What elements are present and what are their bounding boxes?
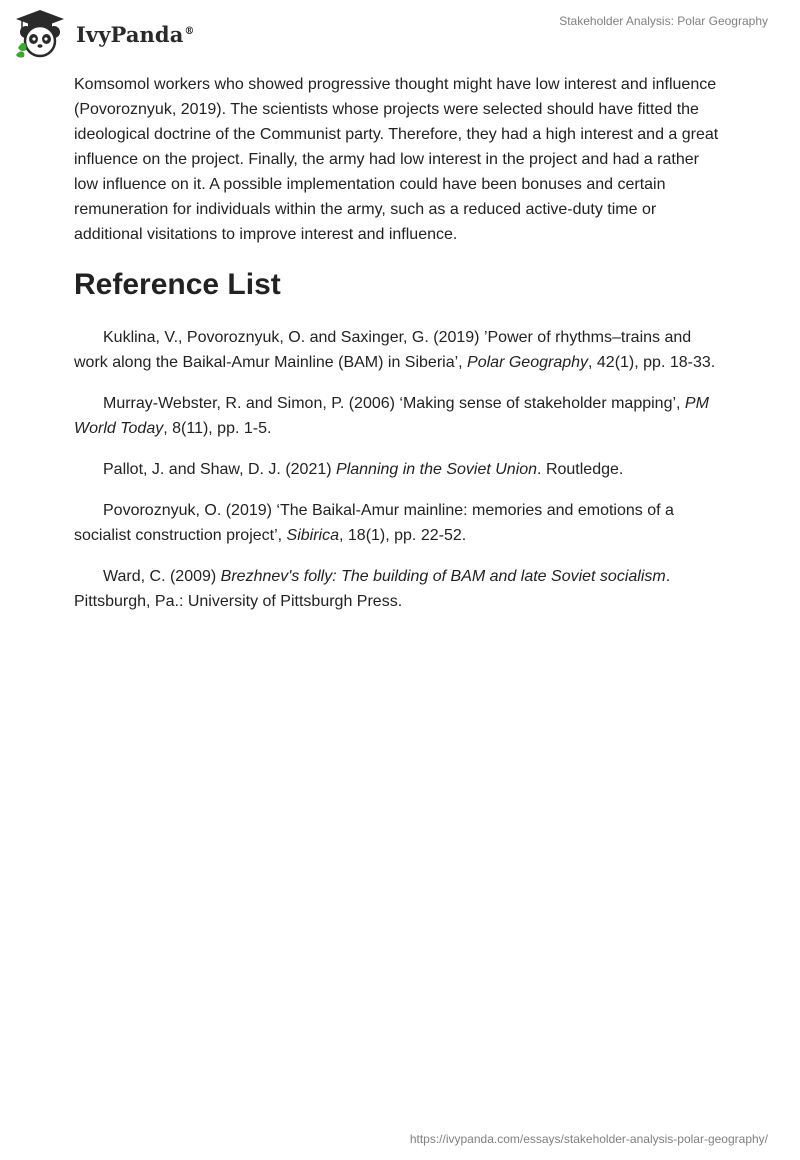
logo-wordmark: IvyPanda® — [76, 21, 195, 47]
reference-list — [74, 325, 724, 614]
reference-item: Murray-Webster, R. and Simon, P. (2006) ‘Making sense of stakeholder mapping’, PM World Today, 8(11), pp. 1-5. — [74, 395, 709, 437]
registered-mark: ® — [184, 25, 195, 37]
ivypanda-logo[interactable] — [14, 8, 195, 58]
reference-item: Povoroznyuk, O. (2019) ‘The Baikal-Amur mainline: memories and emotions of a socialist construction project’, Sibirica, 18(1), pp. 22-52. — [74, 502, 674, 544]
running-head: Stakeholder Analysis: Polar Geography — [559, 14, 768, 28]
document-content — [74, 72, 724, 630]
page-header — [0, 0, 800, 60]
panda-graduate-icon — [14, 8, 66, 58]
reference-item: Kuklina, V., Povoroznyuk, O. and Saxinger, G. (2019) ’Power of rhythms–trains and work along the Baikal-Amur Mainline (BAM) in Siberia’, Polar Geography, 42(1), pp. 18-33. — [74, 329, 716, 371]
body-paragraph: Komsomol workers who showed progressive thought might have low interest and influence (Povoroznyuk, 2019). The scientists whose projects were selected should have fitted the ideological doctrine of the Communist party. Therefore, they had a high interest and a great influence on the project. Finally, the army had low interest in the project and had a rather low influence on it. A possible implementation could have been bonuses and certain remuneration for individuals within the army, such as a reduced active-duty time or additional visitations to improve interest and influence. — [74, 76, 719, 243]
reference-list-heading: Reference List — [74, 268, 281, 301]
reference-item: Ward, C. (2009) Brezhnev's folly: The building of BAM and late Soviet socialism. Pittsburgh, Pa.: University of Pittsburgh Press. — [74, 568, 671, 610]
footer-url-link[interactable]: https://ivypanda.com/essays/stakeholder-analysis-polar-geography/ — [409, 1132, 768, 1146]
reference-item: Pallot, J. and Shaw, D. J. (2021) Planning in the Soviet Union. Routledge. — [103, 461, 624, 478]
